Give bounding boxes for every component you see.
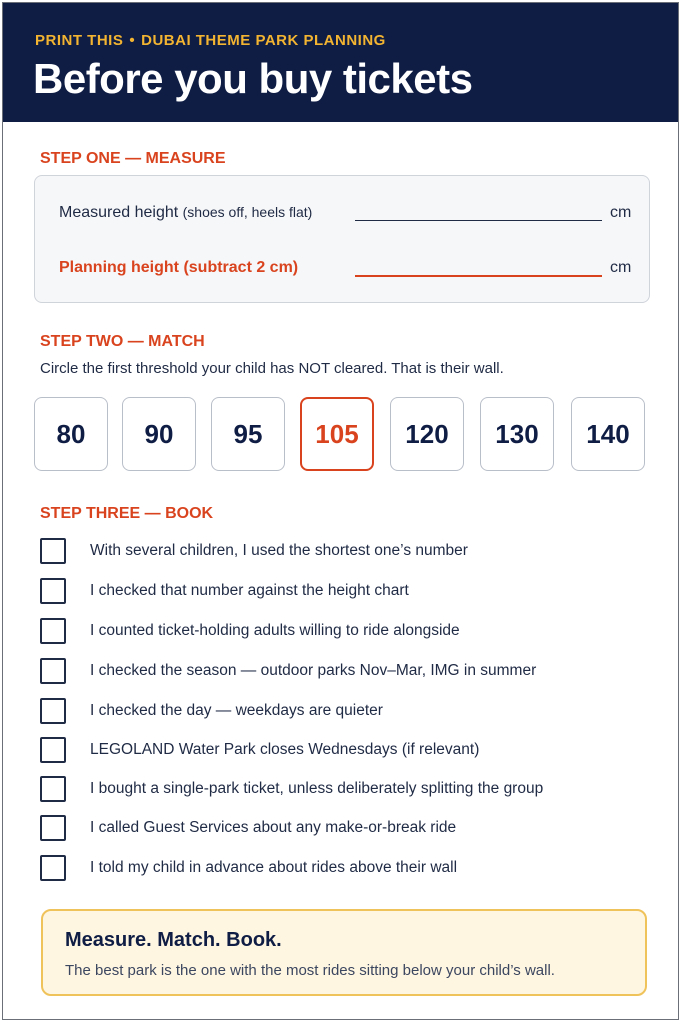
checklist-item-label: I called Guest Services about any make-or-break ride — [90, 819, 457, 836]
threshold-box-highlighted[interactable]: 105 — [300, 397, 374, 471]
measured-height-hint: (shoes off, heels flat) — [182, 204, 313, 220]
checklist-item-label: I told my child in advance about rides above their wall — [90, 859, 458, 876]
step-two-instruction: Circle the first threshold your child has NOT cleared. That is their wall. — [40, 360, 504, 377]
checkbox[interactable] — [40, 618, 66, 644]
callout-title: Measure. Match. Book. — [65, 929, 282, 951]
eyebrow-right: DUBAI THEME PARK PLANNING — [141, 32, 386, 49]
checklist-item-label: I counted ticket-holding adults willing to ride alongside — [90, 622, 460, 639]
checkbox[interactable] — [40, 815, 66, 841]
step-three-heading: STEP THREE — BOOK — [40, 505, 214, 522]
threshold-box[interactable]: 140 — [571, 397, 645, 471]
checklist-item — [40, 815, 660, 845]
checklist-item-label: LEGOLAND Water Park closes Wednesdays (if relevant) — [90, 741, 480, 758]
summary-callout — [41, 909, 647, 996]
checklist-item — [40, 698, 660, 728]
measured-height-text: Measured height — [59, 204, 179, 221]
threshold-box[interactable]: 120 — [390, 397, 464, 471]
page-title: Before you buy tickets — [33, 55, 473, 102]
threshold-box[interactable]: 80 — [34, 397, 108, 471]
checklist-item-label: I bought a single-park ticket, unless deliberately splitting the group — [90, 780, 544, 797]
callout-body: The best park is the one with the most rides sitting below your child’s wall. — [65, 962, 555, 979]
checklist-item — [40, 538, 660, 568]
checklist-item — [40, 855, 660, 885]
checkbox[interactable] — [40, 578, 66, 604]
checkbox[interactable] — [40, 538, 66, 564]
checklist-item — [40, 658, 660, 688]
checklist-item-label: With several children, I used the shortest one’s number — [90, 542, 468, 559]
checkbox[interactable] — [40, 698, 66, 724]
checklist-item — [40, 737, 660, 767]
threshold-box[interactable]: 130 — [480, 397, 554, 471]
planning-height-field[interactable] — [355, 275, 602, 277]
checklist-item-label: I checked the day — weekdays are quieter — [90, 702, 383, 719]
checklist-item — [40, 578, 660, 608]
planning-height-label: Planning height (subtract 2 cm) — [59, 259, 299, 276]
checklist-item-label: I checked that number against the height chart — [90, 582, 409, 599]
eyebrow-separator: • — [129, 32, 136, 49]
step-one-heading: STEP ONE — MEASURE — [40, 150, 226, 167]
measure-box — [34, 175, 650, 303]
checklist-sheet — [2, 2, 679, 1020]
checklist-item — [40, 618, 660, 648]
eyebrow-left: PRINT THIS — [35, 32, 124, 49]
threshold-box[interactable]: 90 — [122, 397, 196, 471]
eyebrow — [35, 32, 386, 49]
checklist-item — [40, 776, 660, 806]
checkbox[interactable] — [40, 737, 66, 763]
measured-height-unit: cm — [610, 204, 632, 221]
measured-height-label — [59, 204, 312, 222]
planning-height-unit: cm — [610, 259, 632, 276]
checkbox[interactable] — [40, 855, 66, 881]
threshold-box[interactable]: 95 — [211, 397, 285, 471]
measured-height-field[interactable] — [355, 220, 602, 221]
step-two-heading: STEP TWO — MATCH — [40, 333, 205, 350]
checkbox[interactable] — [40, 776, 66, 802]
checkbox[interactable] — [40, 658, 66, 684]
page-header — [3, 3, 678, 122]
checklist-item-label: I checked the season — outdoor parks Nov–Mar, IMG in summer — [90, 662, 537, 679]
